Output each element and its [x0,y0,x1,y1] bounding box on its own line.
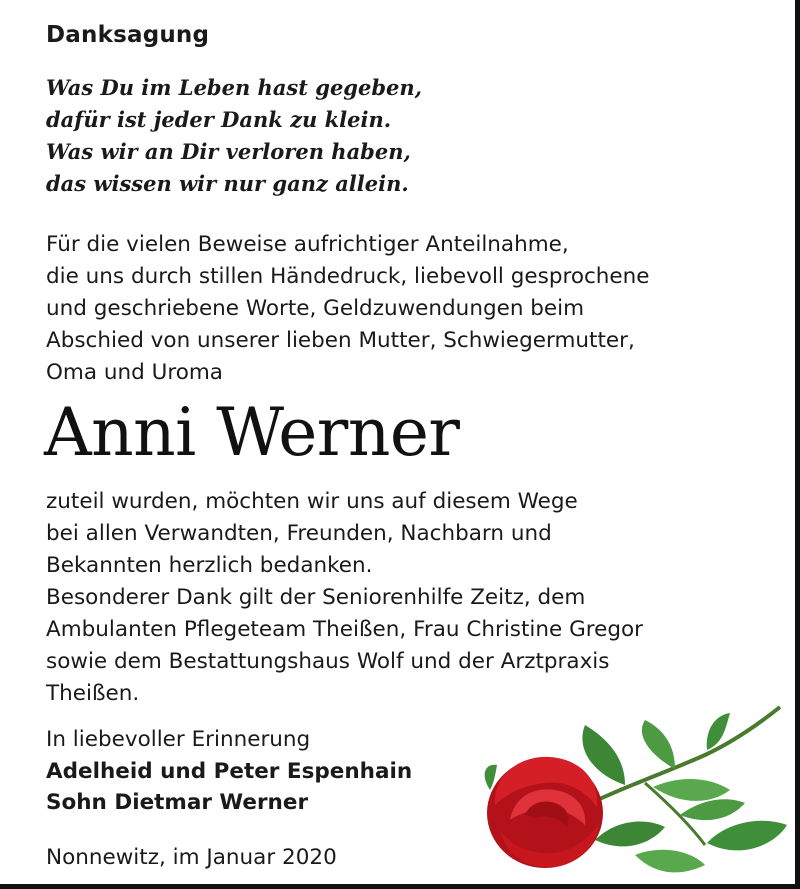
thanks-line: Besonderer Dank gilt der Seniorenhilfe Zeitz, dem [46,585,586,610]
place-date: Nonnewitz, im Januar 2020 [46,845,337,870]
poem [46,72,422,200]
thanks-line: zuteil wurden, möchten wir uns auf diesem Wege [46,489,578,514]
poem-line: dafür ist jeder Dank zu klein. [46,107,392,132]
intro-paragraph [46,229,650,389]
signers [46,756,412,818]
thanks-line: Ambulanten Pflegeteam Theißen, Frau Christine Gregor [46,617,643,642]
intro-line: Oma und Uroma [46,360,223,385]
thanks-line: sowie dem Bestattungshaus Wolf und der Arztpraxis [46,649,610,674]
thanks-line: bei allen Verwandten, Freunden, Nachbarn und [46,521,552,546]
thanks-line: Bekannten herzlich bedanken. [46,553,373,578]
intro-line: Für die vielen Beweise aufrichtiger Anteilnahme, [46,232,569,257]
poem-line: das wissen wir nur ganz allein. [46,171,409,196]
heading: Danksagung [46,22,210,48]
poem-line: Was wir an Dir verloren haben, [46,139,411,164]
intro-line: Abschied von unserer lieben Mutter, Schwiegermutter, [46,328,635,353]
thanks-line: Theißen. [46,681,140,706]
thanks-paragraph [46,486,643,710]
intro-line: die uns durch stillen Händedruck, liebevoll gesprochene [46,264,650,289]
signer-name: Adelheid und Peter Espenhain [46,759,413,784]
closing-line: In liebevoller Erinnerung [46,727,311,752]
red-rose-icon [475,695,795,885]
poem-line: Was Du im Leben hast gegeben, [46,75,422,100]
intro-line: und geschriebene Worte, Geldzuwendungen beim [46,296,585,321]
deceased-name: Anni Werner [44,394,460,471]
signer-name: Sohn Dietmar Werner [46,790,309,815]
